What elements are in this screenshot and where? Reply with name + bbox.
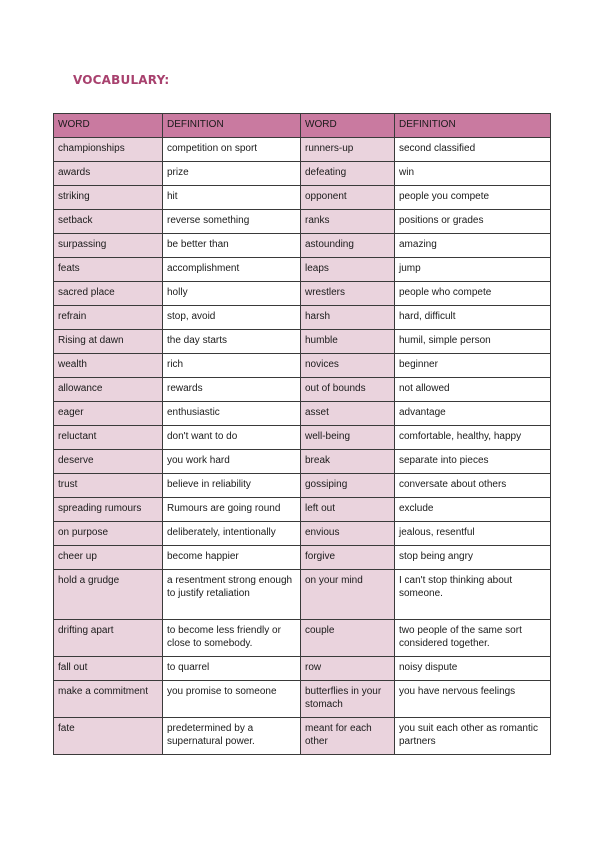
word-cell: runners-up <box>301 138 395 162</box>
definition-cell: positions or grades <box>395 210 551 234</box>
table-row <box>54 330 551 354</box>
word-cell: opponent <box>301 186 395 210</box>
table-row <box>54 522 551 546</box>
definition-cell: noisy dispute <box>395 657 551 681</box>
word-cell: left out <box>301 498 395 522</box>
word-cell: reluctant <box>54 426 163 450</box>
word-cell: row <box>301 657 395 681</box>
word-cell: fall out <box>54 657 163 681</box>
definition-cell: you promise to someone <box>163 681 301 718</box>
word-cell: Rising at dawn <box>54 330 163 354</box>
definition-cell: advantage <box>395 402 551 426</box>
table-row <box>54 234 551 258</box>
definition-cell: holly <box>163 282 301 306</box>
table-row <box>54 258 551 282</box>
word-cell: eager <box>54 402 163 426</box>
word-cell: out of bounds <box>301 378 395 402</box>
definition-cell: enthusiastic <box>163 402 301 426</box>
definition-cell: you work hard <box>163 450 301 474</box>
word-cell: humble <box>301 330 395 354</box>
word-cell: surpassing <box>54 234 163 258</box>
definition-cell: jump <box>395 258 551 282</box>
word-cell: astounding <box>301 234 395 258</box>
word-cell: allowance <box>54 378 163 402</box>
word-cell: refrain <box>54 306 163 330</box>
table-row <box>54 306 551 330</box>
word-cell: fate <box>54 718 163 755</box>
word-cell: striking <box>54 186 163 210</box>
definition-cell: exclude <box>395 498 551 522</box>
word-cell: defeating <box>301 162 395 186</box>
table-row <box>54 718 551 755</box>
definition-cell: rewards <box>163 378 301 402</box>
table-row <box>54 498 551 522</box>
definition-cell: I can't stop thinking about someone. <box>395 570 551 620</box>
word-cell: meant for each other <box>301 718 395 755</box>
table-row <box>54 402 551 426</box>
definition-cell: rich <box>163 354 301 378</box>
definition-cell: accomplishment <box>163 258 301 282</box>
header-definition-2: DEFINITION <box>395 114 551 138</box>
definition-cell: you suit each other as romantic partners <box>395 718 551 755</box>
table-row <box>54 450 551 474</box>
definition-cell: deliberately, intentionally <box>163 522 301 546</box>
table-row <box>54 210 551 234</box>
definition-cell: predetermined by a supernatural power. <box>163 718 301 755</box>
word-cell: hold a grudge <box>54 570 163 620</box>
definition-cell: beginner <box>395 354 551 378</box>
table-row <box>54 138 551 162</box>
word-cell: setback <box>54 210 163 234</box>
definition-cell: believe in reliability <box>163 474 301 498</box>
word-cell: envious <box>301 522 395 546</box>
word-cell: championships <box>54 138 163 162</box>
definition-cell: to become less friendly or close to somebody. <box>163 620 301 657</box>
word-cell: couple <box>301 620 395 657</box>
table-row <box>54 162 551 186</box>
definition-cell: you have nervous feelings <box>395 681 551 718</box>
header-word-1: WORD <box>54 114 163 138</box>
table-row <box>54 681 551 718</box>
word-cell: spreading rumours <box>54 498 163 522</box>
table-row <box>54 657 551 681</box>
word-cell: ranks <box>301 210 395 234</box>
word-cell: sacred place <box>54 282 163 306</box>
word-cell: drifting apart <box>54 620 163 657</box>
definition-cell: not allowed <box>395 378 551 402</box>
word-cell: novices <box>301 354 395 378</box>
definition-cell: jealous, resentful <box>395 522 551 546</box>
definition-cell: people you compete <box>395 186 551 210</box>
table-row <box>54 426 551 450</box>
table-row <box>54 282 551 306</box>
word-cell: trust <box>54 474 163 498</box>
definition-cell: competition on sport <box>163 138 301 162</box>
table-row <box>54 546 551 570</box>
word-cell: butterflies in your stomach <box>301 681 395 718</box>
definition-cell: become happier <box>163 546 301 570</box>
definition-cell: reverse something <box>163 210 301 234</box>
table-row <box>54 474 551 498</box>
word-cell: on your mind <box>301 570 395 620</box>
table-row <box>54 570 551 620</box>
table-header-row <box>54 114 551 138</box>
definition-cell: separate into pieces <box>395 450 551 474</box>
definition-cell: people who compete <box>395 282 551 306</box>
word-cell: gossiping <box>301 474 395 498</box>
header-word-2: WORD <box>301 114 395 138</box>
definition-cell: second classified <box>395 138 551 162</box>
definition-cell: hard, difficult <box>395 306 551 330</box>
definition-cell: prize <box>163 162 301 186</box>
word-cell: on purpose <box>54 522 163 546</box>
definition-cell: humil, simple person <box>395 330 551 354</box>
word-cell: harsh <box>301 306 395 330</box>
word-cell: feats <box>54 258 163 282</box>
word-cell: deserve <box>54 450 163 474</box>
definition-cell: a resentment strong enough to justify retaliation <box>163 570 301 620</box>
definition-cell: comfortable, healthy, happy <box>395 426 551 450</box>
word-cell: forgive <box>301 546 395 570</box>
definition-cell: don't want to do <box>163 426 301 450</box>
word-cell: break <box>301 450 395 474</box>
word-cell: wealth <box>54 354 163 378</box>
definition-cell: two people of the same sort considered together. <box>395 620 551 657</box>
word-cell: awards <box>54 162 163 186</box>
vocabulary-table-body <box>54 138 551 755</box>
definition-cell: stop being angry <box>395 546 551 570</box>
definition-cell: be better than <box>163 234 301 258</box>
definition-cell: conversate about others <box>395 474 551 498</box>
table-row <box>54 378 551 402</box>
vocabulary-table <box>53 113 551 755</box>
definition-cell: hit <box>163 186 301 210</box>
word-cell: asset <box>301 402 395 426</box>
definition-cell: win <box>395 162 551 186</box>
word-cell: wrestlers <box>301 282 395 306</box>
word-cell: cheer up <box>54 546 163 570</box>
definition-cell: stop, avoid <box>163 306 301 330</box>
table-row <box>54 354 551 378</box>
word-cell: well-being <box>301 426 395 450</box>
page-title: VOCABULARY: <box>73 73 170 87</box>
definition-cell: the day starts <box>163 330 301 354</box>
word-cell: leaps <box>301 258 395 282</box>
definition-cell: amazing <box>395 234 551 258</box>
definition-cell: Rumours are going round <box>163 498 301 522</box>
word-cell: make a commitment <box>54 681 163 718</box>
table-row <box>54 620 551 657</box>
definition-cell: to quarrel <box>163 657 301 681</box>
table-row <box>54 186 551 210</box>
header-definition-1: DEFINITION <box>163 114 301 138</box>
